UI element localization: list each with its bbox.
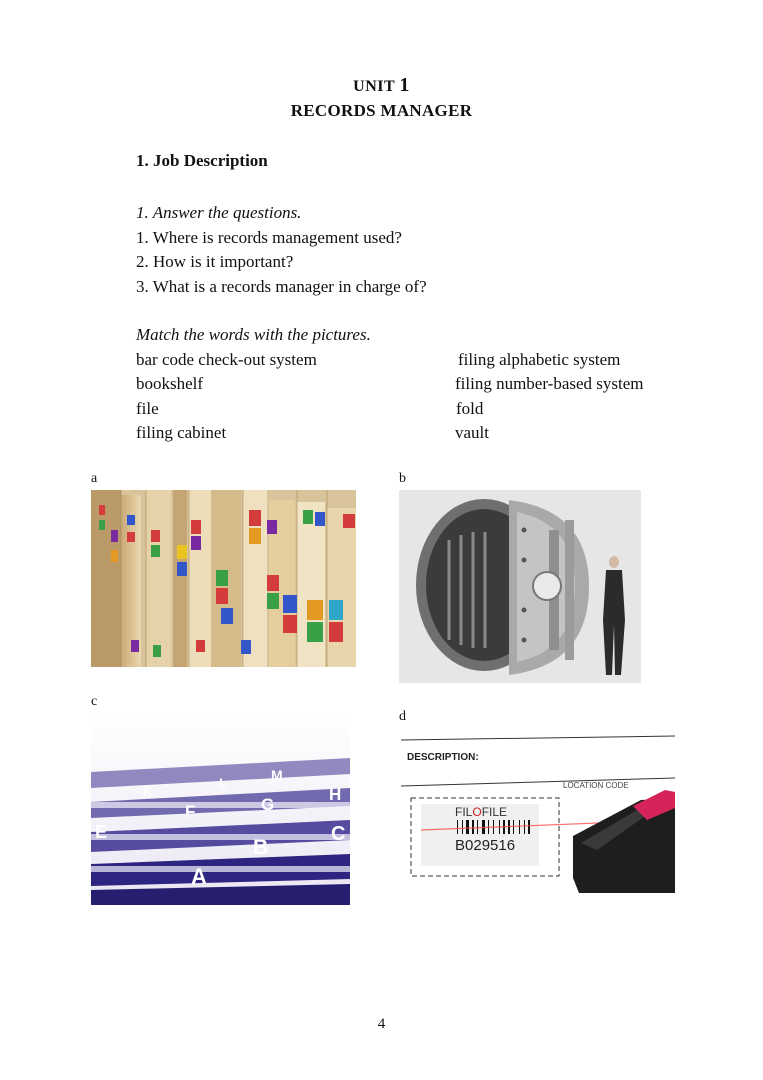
- picture-label-d: d: [399, 709, 406, 724]
- barcode-number: B029516: [455, 837, 516, 854]
- unit-number: 1: [399, 74, 410, 96]
- tab-letter: L: [219, 775, 228, 791]
- page-title: RECORDS MANAGER: [290, 101, 473, 120]
- match-word-left: filing cabinet: [136, 423, 227, 442]
- tab-letter: F: [185, 802, 196, 821]
- picture-file-folders: [91, 490, 356, 667]
- description-label: DESCRIPTION:: [407, 752, 479, 763]
- tab-letter: B: [253, 836, 269, 859]
- unit-word: UNIT: [353, 78, 395, 95]
- matching-instruction: Match the words with the pictures.: [136, 325, 371, 344]
- matching-row: [136, 421, 489, 446]
- question-item: 1. Where is records management used?: [136, 227, 402, 247]
- match-word-left: file: [136, 398, 159, 418]
- match-word-left: bookshelf: [136, 374, 204, 393]
- tab-letter: G: [261, 795, 275, 814]
- matching-row: [136, 348, 621, 373]
- tab-letter: H: [329, 785, 342, 804]
- unit-heading: [0, 74, 763, 97]
- question-item: 3. What is a records manager in charge of?: [136, 276, 427, 296]
- matching-row: [136, 372, 644, 397]
- matching-block: [136, 323, 644, 446]
- section-heading: 1. Job Description: [136, 151, 268, 170]
- questions-instruction: 1. Answer the questions.: [136, 203, 302, 222]
- matching-row: [136, 397, 484, 422]
- picture-label-b: b: [399, 471, 406, 486]
- filofile-brand: FILOFILE: [455, 805, 508, 819]
- match-word-right: fold: [456, 398, 484, 418]
- tab-letter: K: [143, 783, 154, 799]
- tab-letter: E: [95, 822, 108, 842]
- picture-vault: [399, 490, 641, 683]
- match-word-right: filing alphabetic system: [458, 349, 621, 369]
- picture-label-a: a: [91, 471, 98, 486]
- match-word-left: bar code check-out system: [136, 349, 317, 369]
- tab-letter: M: [271, 767, 283, 783]
- question-item: 2. How is it important?: [136, 252, 294, 271]
- picture-alphabet-tabs: [91, 714, 350, 905]
- picture-label-c: c: [91, 694, 98, 709]
- match-word-right: filing number-based system: [455, 374, 644, 393]
- match-word-right: vault: [455, 423, 489, 442]
- questions-block: [136, 201, 427, 299]
- page-number: 4: [377, 1016, 386, 1032]
- tab-letter: A: [191, 864, 207, 889]
- tab-letter: C: [331, 823, 346, 845]
- location-code-label: LOCATION CODE: [563, 781, 629, 790]
- picture-barcode-scanner: [401, 728, 675, 893]
